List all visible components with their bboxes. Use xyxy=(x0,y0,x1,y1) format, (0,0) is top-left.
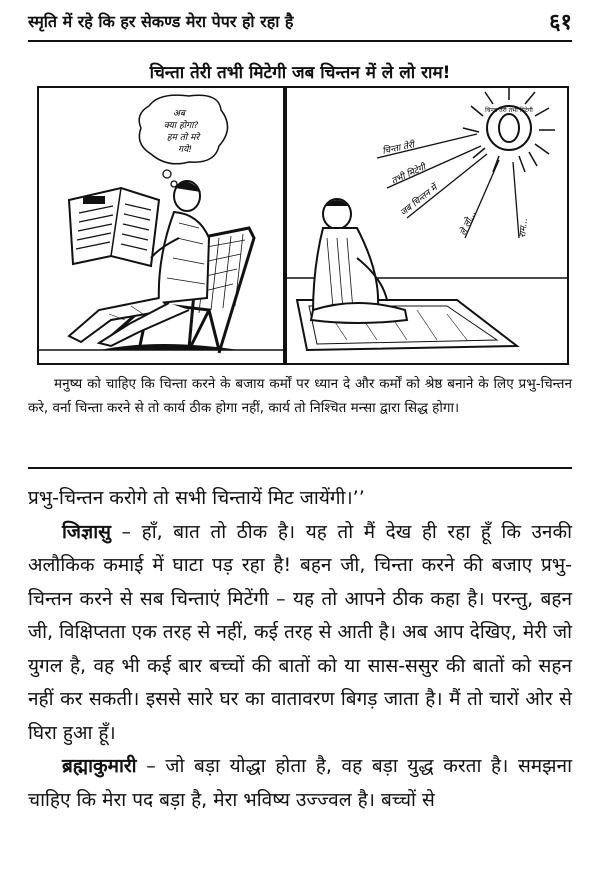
caption-line-2: बनाने के लिए प्रभु-चिन्तन करे, वर्ना चिन्ता करने से तो कार्य ठीक होगा नहीं, कार्य तो xyxy=(28,376,572,416)
illustration-left-panel xyxy=(37,86,285,365)
page-number: ६१ xyxy=(549,10,572,35)
newspaper xyxy=(69,188,159,266)
body-line-1: प्रभु-चिन्तन करोगे तो सभी चिन्तायें मिट जायेंगी।’’ xyxy=(28,487,365,509)
paragraph-1-text: – हाँ, बात तो ठीक है। यह तो मैं देख ही रहा हूँ कि उनकी अलौकिक कमाई में घाटा पड़ रहा है! बहन जी, चिन्ता करने की बजाए प्रभु-चिन्तन करने से सब चिन्ताएं मिटेंगी – यह तो आपने ठीक कहा है। परन्तु, बहन जी, विक्षिप्तता एक तरह से नहीं, कई तरह से आती है। अब आप देखिए, मेरी जो युगल है, वह भी कई बार बच्चों की बातों को या सास-ससुर की बातों को सहन नहीं कर सकती। इससे सारे घर का वातावरण बिगड़ जाता है। मैं तो चारों ओर से घिरा हुआ हूँ। xyxy=(28,520,573,744)
ray-text-2: तभी मिटेगी xyxy=(390,162,428,187)
paragraph-1 xyxy=(28,516,572,751)
thought-line-3: हम तो मरे xyxy=(166,133,200,143)
meditating-man-drawing xyxy=(287,88,567,363)
thought-line-2: क्या होगा? xyxy=(163,121,199,131)
paragraph-2 xyxy=(28,750,572,817)
illustration-right-panel xyxy=(285,86,569,365)
illustration-title: चिन्ता तेरी तभी मिटेगी जब चिन्तन में ले लो राम! xyxy=(149,63,451,83)
ray-text-1: चिन्ता तेरी xyxy=(381,140,416,157)
caption-line-1: मनुष्य को चाहिए कि चिन्ता करने के बजाय कर्मों पर ध्यान दे और कर्मों को श्रेष्ठ xyxy=(54,376,443,392)
page-header xyxy=(28,6,572,36)
body-text xyxy=(28,482,572,817)
sun-text: चिन्ता तेरी तभी मिटेगी xyxy=(485,107,533,114)
caption-line-3: निश्चित मन्सा द्वारा सिद्ध होगा। xyxy=(309,400,460,416)
header-rule xyxy=(28,40,572,42)
thought-line-4: गये! xyxy=(178,145,192,155)
ray-text-5: राम... xyxy=(518,217,531,239)
thought-line-1: अब xyxy=(172,109,186,119)
ray-text-3: जब चिन्तन में xyxy=(398,183,440,219)
worried-reader-drawing xyxy=(39,88,283,363)
paragraph-2-text: – जो बड़ा योद्धा होता है, वह बड़ा युद्ध करता है। समझना चाहिए कि मेरा पद बड़ा है, मेरा भविष्य उज्ज्वल है। बच्चों से xyxy=(28,755,572,811)
section-rule xyxy=(28,467,572,469)
ray-text-4: ले लो... xyxy=(458,209,479,238)
figure-caption xyxy=(28,372,572,420)
speaker-jigyasu: जिज्ञासु xyxy=(62,520,111,543)
speaker-brahmakumari: ब्रह्माकुमारी xyxy=(62,755,137,777)
running-title: स्मृति में रहे कि हर सेकण्ड मेरा पेपर हो रहा है xyxy=(28,12,294,31)
